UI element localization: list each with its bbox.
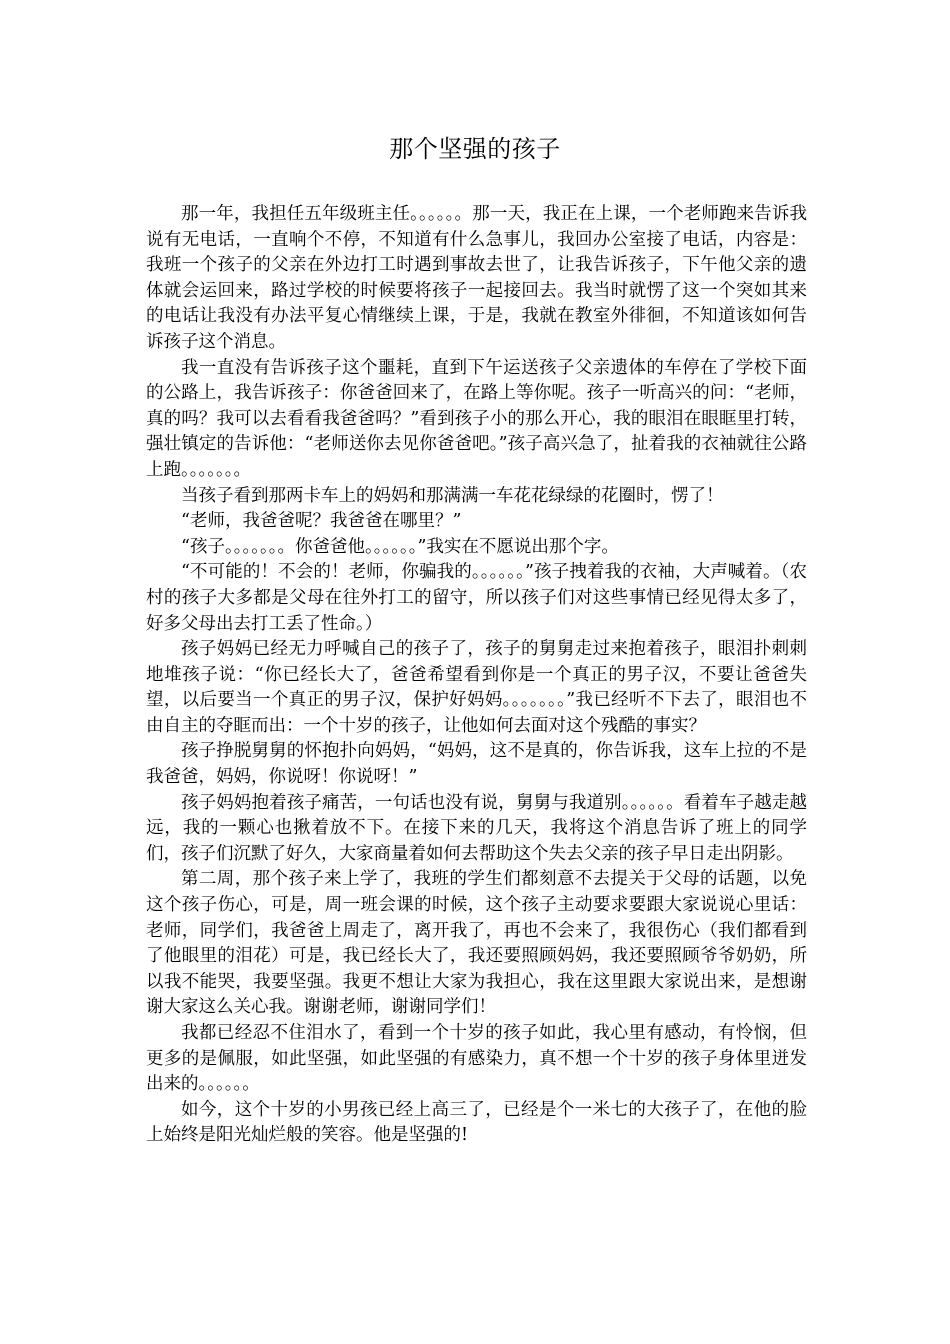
paragraph: 第二周，那个孩子来上学了，我班的学生们都刻意不去提关于父母的话题，以免这个孩子伤心，可是，周一班会课的时候，这个孩子主动要求要跟大家说说心里话：老师，同学们，我爸爸上周走了，离开我了，再也不会来了，我很伤心（我们都看到了他眼里的泪花）可是，我已经长大了，我还要照顾妈妈，我还要照顾爷爷奶奶，所以我不能哭，我要坚强。我更不想让大家为我担心，我在这里跟大家说出来，是想谢谢大家这么关心我。谢谢老师，谢谢同学们！ (146, 869, 807, 1018)
paragraph: 我都已经忍不住泪水了，看到一个十岁的孩子如此，我心里有感动，有怜悯，但更多的是佩服，如此坚强，如此坚强的有感染力，真不想一个十岁的孩子身体里迸发出来的。。。。。。 (146, 1023, 807, 1095)
paragraph: 那一年，我担任五年级班主任。。。。。。那一天，我正在上课，一个老师跑来告诉我说有无电话，一直响个不停，不知道有什么急事儿，我回办公室接了电话，内容是：我班一个孩子的父亲在外边打工时遇到事故去世了，让我告诉孩子，下午他父亲的遗体就会运回来，路过学校的时候要将孩子一起接回去。我当时就愣了这一个突如其来的电话让我没有办法平复心情继续上课，于是，我就在教室外徘徊，不知道该如何告诉孩子这个消息。 (146, 204, 807, 352)
paragraph: “不可能的！不会的！老师，你骗我的。。。。。。”孩子拽着我的衣袖，大声喊着。（农村的孩子大多都是父母在往外打工的留守，所以孩子们对这些事情已经见得太多了，好多父母出去打工丢了性命。） (146, 562, 807, 634)
paragraph: 当孩子看到那两卡车上的妈妈和那满满一车花花绿绿的花圈时，愣了！ (181, 485, 724, 506)
paragraph: 孩子挣脱舅舅的怀抱扑向妈妈，“妈妈，这不是真的，你告诉我，这车上拉的不是我爸爸，妈妈，你说呀！你说呀！” (146, 741, 807, 788)
paragraph: “老师，我爸爸呢？我爸爸在哪里？” (181, 511, 462, 532)
paragraph: “孩子。。。。。。。你爸爸他。。。。。。”我实在不愿说出那个字。 (181, 536, 619, 557)
paragraph: 我一直没有告诉孩子这个噩耗，直到下午运送孩子父亲遗体的车停在了学校下面的公路上，我告诉孩子：你爸爸回来了，在路上等你呢。孩子一听高兴的问：“老师，真的吗？我可以去看看我爸爸吗？”看到孩子小的那么开心，我的眼泪在眼眶里打转，强壮镇定的告诉他：“老师送你去见你爸爸吧。”孩子高兴急了，扯着我的衣袖就往公路上跑。。。。。。。 (146, 357, 807, 480)
document-title: 那个坚强的孩子 (389, 135, 561, 163)
paragraph: 孩子妈妈抱着孩子痛苦，一句话也没有说，舅舅与我道别。。。。。。看着车子越走越远，我的一颗心也揪着放不下。在接下来的几天，我将这个消息告诉了班上的同学们，孩子们沉默了好久，大家商量着如何去帮助这个失去父亲的孩子早日走出阴影。 (146, 792, 807, 864)
document-body (146, 202, 807, 1149)
paragraph: 如今，这个十岁的小男孩已经上高三了，已经是个一米七的大孩子了，在他的脸上始终是阳光灿烂般的笑容。他是坚强的! (146, 1099, 807, 1146)
paragraph: 孩子妈妈已经无力呼喊自己的孩子了，孩子的舅舅走过来抱着孩子，眼泪扑刺刺地堆孩子说：“你已经长大了，爸爸希望看到你是一个真正的男子汉，不要让爸爸失望，以后要当一个真正的男子汉，保护好妈妈。。。。。。。”我已经听不下去了，眼泪也不由自主的夺眶而出：一个十岁的孩子，让他如何去面对这个残酷的事实？ (146, 639, 807, 736)
